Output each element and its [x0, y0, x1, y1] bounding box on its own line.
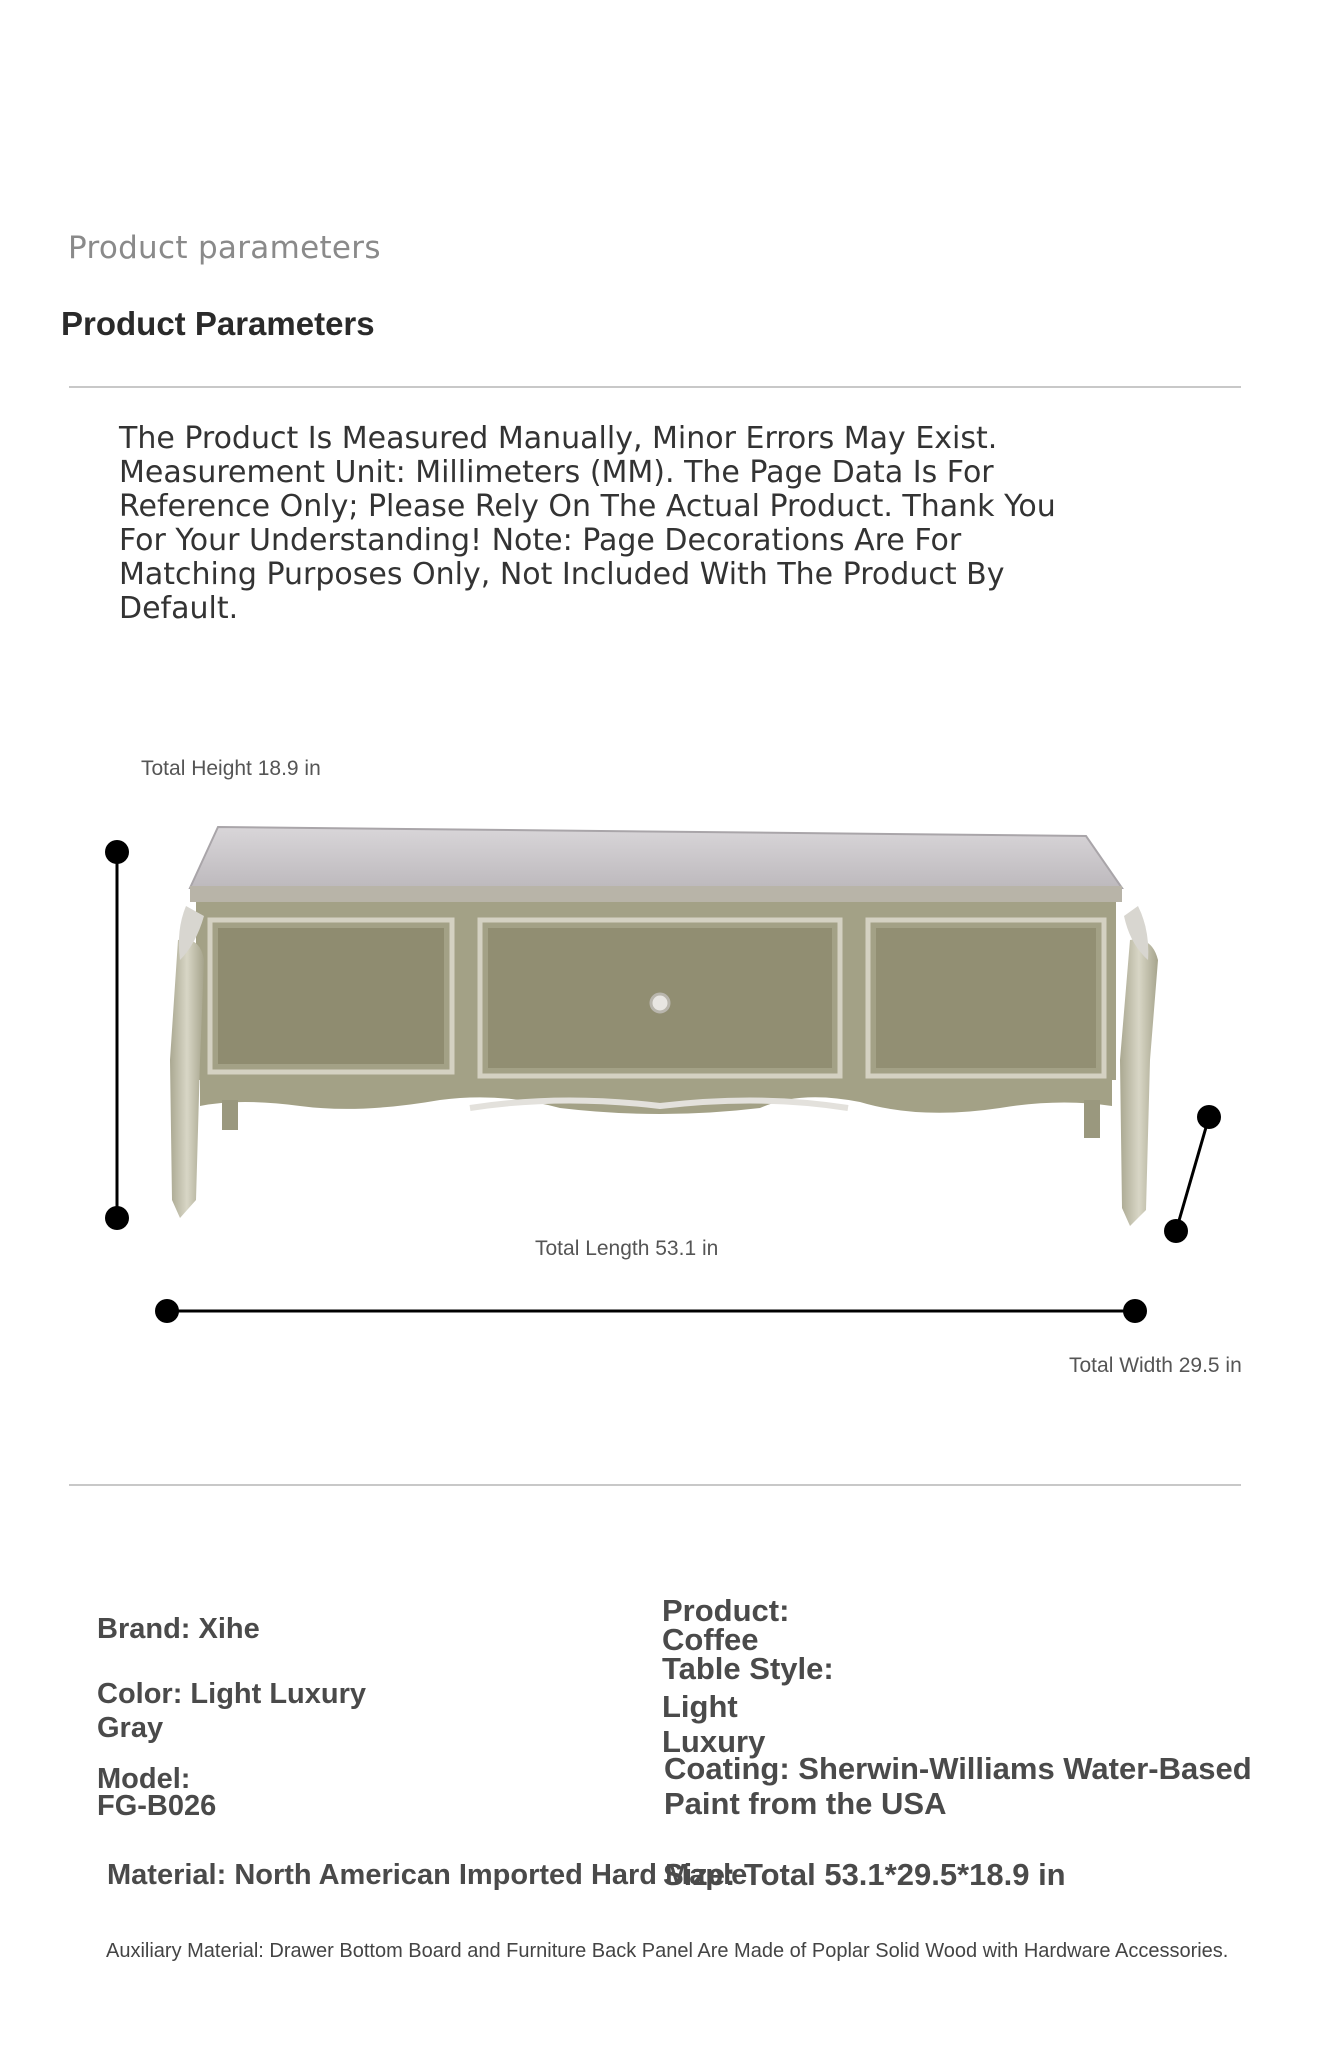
top-edge	[190, 886, 1122, 902]
drawer-center	[480, 920, 840, 1076]
middle-divider	[69, 1484, 1241, 1486]
leg-back-left	[222, 1100, 238, 1130]
spec-product-line3: Table Style:	[662, 1651, 834, 1686]
spec-product-line5: Luxury	[662, 1724, 766, 1759]
spec-model	[97, 1763, 217, 1822]
section-title-english: Product parameters	[68, 230, 381, 266]
height-marker-top	[105, 840, 129, 864]
spec-color-line1: Color: Light Luxury	[97, 1678, 367, 1710]
spec-product-line1: Product:	[662, 1593, 790, 1628]
leg-front-left	[170, 939, 204, 1218]
drawer-right	[868, 920, 1104, 1076]
spec-brand: Brand: Xihe	[97, 1613, 260, 1645]
spec-material: Material: North American Imported Hard Maple	[107, 1859, 748, 1891]
leg-front-right	[1120, 939, 1158, 1226]
height-marker-bottom	[105, 1206, 129, 1230]
leg-back-right	[1084, 1100, 1100, 1138]
spec-product-line4: Light	[662, 1689, 738, 1724]
spec-coating	[664, 1751, 1252, 1821]
spec-model-line1: Model:	[97, 1763, 191, 1795]
drawer-left	[210, 920, 452, 1072]
width-marker-bottom	[1164, 1219, 1188, 1243]
spec-model-line2: FG-B026	[97, 1790, 217, 1822]
spec-color	[97, 1677, 366, 1745]
spec-auxiliary-material: Auxiliary Material: Drawer Bottom Board and Furniture Back Panel Are Made of Poplar Solid Wood with Hardware Accessories.	[106, 1940, 1229, 1962]
table-top	[190, 827, 1122, 888]
spec-size: Size: Total 53.1*29.5*18.9 in	[663, 1857, 1066, 1892]
spec-product	[662, 1593, 834, 1759]
width-label: Total Width 29.5 in	[1069, 1354, 1242, 1377]
width-marker-top	[1197, 1105, 1221, 1129]
lower-apron	[200, 1080, 1112, 1114]
height-label: Total Height 18.9 in	[141, 757, 321, 780]
length-marker-left	[155, 1299, 179, 1323]
drawer-knob	[651, 994, 669, 1012]
spec-coating-line1: Coating: Sherwin-Williams Water-Based	[664, 1751, 1252, 1786]
length-marker-right	[1123, 1299, 1147, 1323]
width-line	[1176, 1117, 1209, 1231]
measurement-notice: The Product Is Measured Manually, Minor Errors May Exist. Measurement Unit: Millimeters (MM). The Page Data Is For Reference Only; Please Rely On The Actual Product. Thank You For Your Understanding! Note: Page Decorations Are For Matching Purposes Only, Not Included With The Product By Default.	[119, 421, 1056, 626]
page-title: Product Parameters	[61, 305, 375, 342]
spec-color-line2: Gray	[97, 1712, 164, 1744]
length-label: Total Length 53.1 in	[535, 1237, 719, 1260]
spec-product-line2: Coffee	[662, 1622, 759, 1657]
spec-coating-line2: Paint from the USA	[664, 1786, 947, 1821]
